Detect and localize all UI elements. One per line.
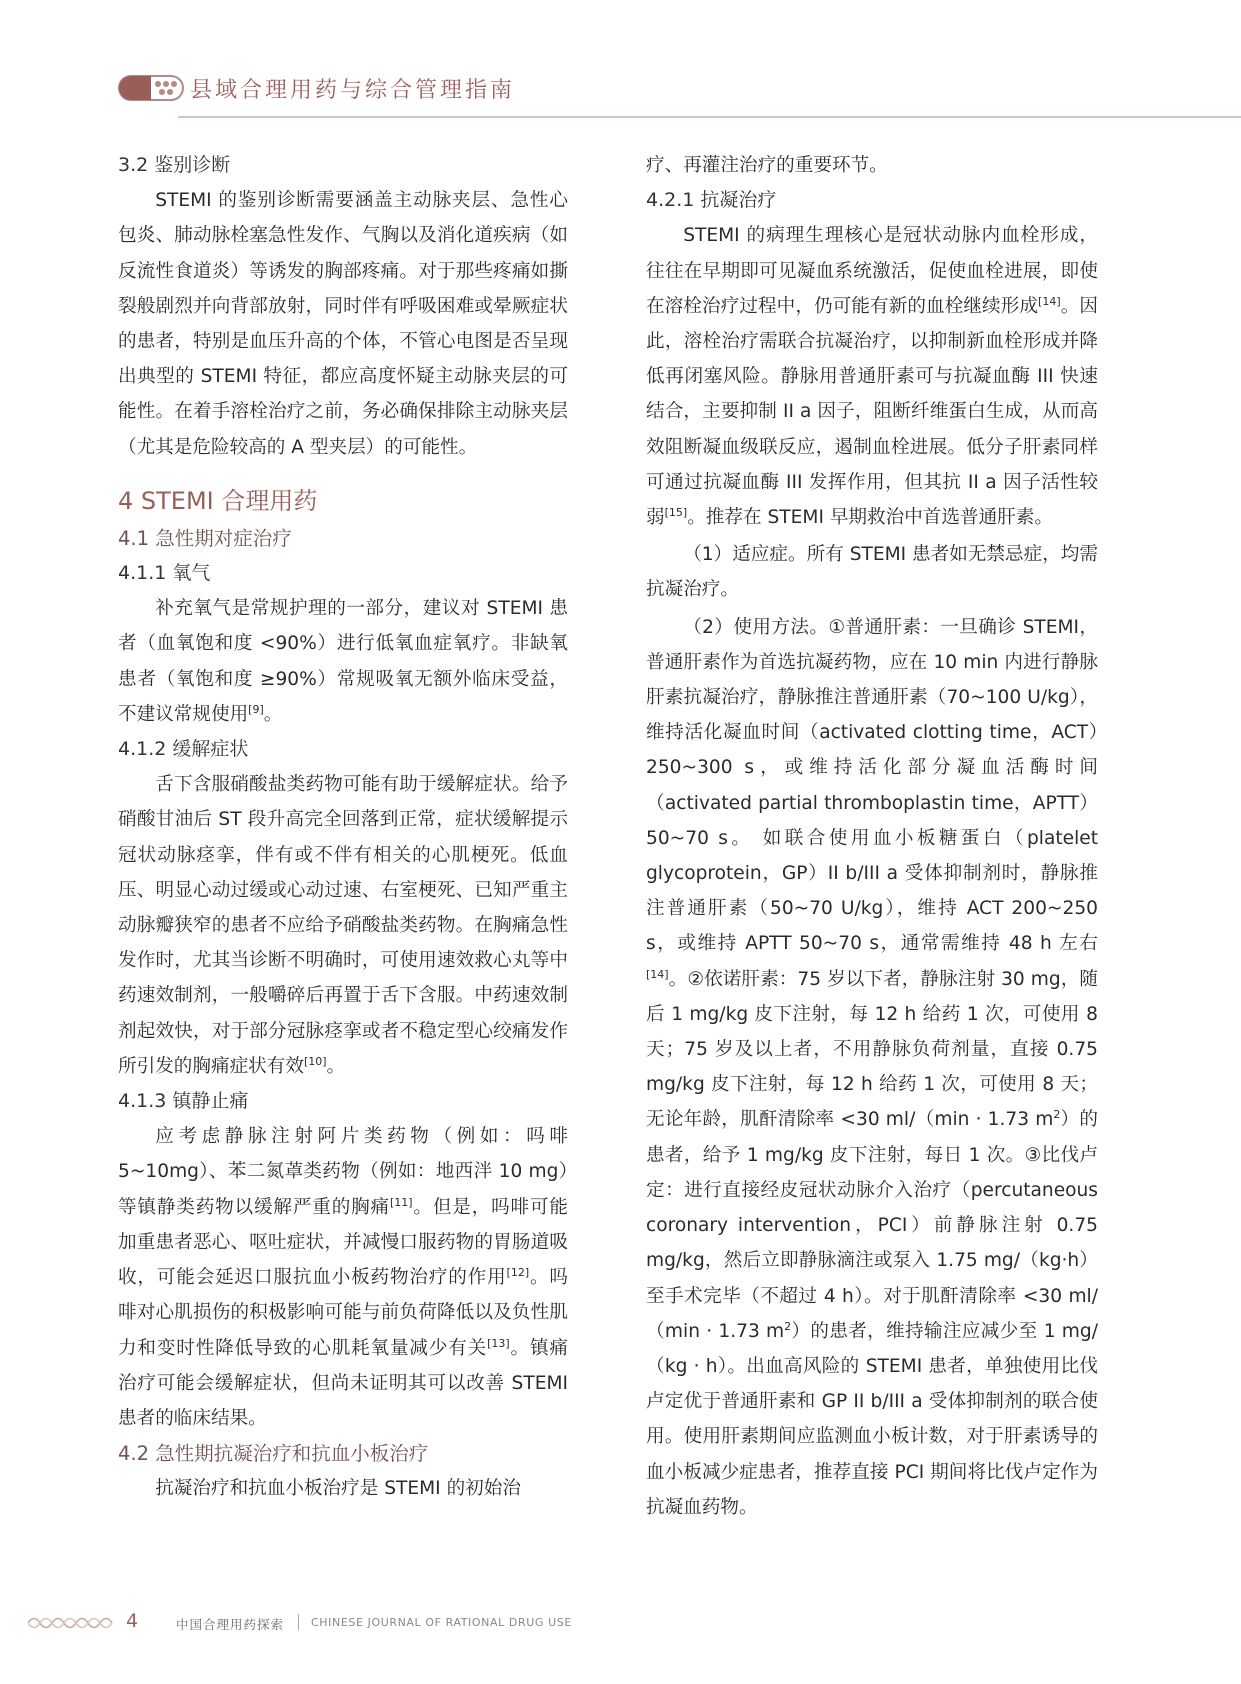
section-4-1-3-paragraph: 应考虑静脉注射阿片类药物（例如：吗啡 5~10mg）、苯二氮䓬类药物（例如：地西泮 10 mg）等镇静类药物以缓解严重的胸痛[11]。但是，吗啡可能加重患者恶心、呕吐症状，并减慢口服药物的胃肠道吸收，可能会延迟口服抗血小板药物治疗的作用[12]。吗啡对心肌损伤的积极影响可能与前负荷降低以及负性肌力和变时性降低导致的心肌耗氧量减少有关[13]。镇痛治疗可能会缓解症状，但尚未证明其可以改善 STEMI 患者的临床结果。: [118, 1126, 568, 1429]
page-number: 4: [126, 1610, 139, 1632]
superscript: 2: [784, 1319, 792, 1333]
section-4-heading: 4 STEMI 合理用药: [118, 486, 318, 515]
citation: [14]: [1038, 294, 1061, 308]
section-4-2-paragraph-end: 疗、再灌注治疗的重要环节。: [646, 155, 888, 176]
section-4-2-paragraph-start: 抗凝治疗和抗血小板治疗是 STEMI 的初始治: [155, 1478, 521, 1500]
right-column: [646, 148, 1098, 1525]
journal-name-en: CHINESE JOURNAL OF RATIONAL DRUG USE: [311, 1616, 572, 1629]
citation: [14]: [646, 967, 669, 981]
indication-paragraph: （1）适应症。所有 STEMI 患者如无禁忌症，均需抗凝治疗。: [646, 544, 1098, 601]
citation: [11]: [389, 1195, 413, 1209]
section-3-2-heading: 3.2 鉴别诊断: [118, 154, 231, 176]
superscript: 2: [1053, 1108, 1061, 1122]
section-4-2-heading: 4.2 急性期抗凝治疗和抗血小板治疗: [118, 1442, 429, 1466]
section-4-1-1-heading: 4.1.1 氧气: [118, 562, 211, 585]
section-3-2-paragraph: STEMI 的鉴别诊断需要涵盖主动脉夹层、急性心包炎、肺动脉栓塞急性发作、气胸以及消化道疾病（如反流性食道炎）等诱发的胸部疼痛。对于那些疼痛如撕裂般剧烈并向背部放射，同时伴有呼吸困难或晕厥症状的患者，特别是血压升高的个体，不管心电图是否呈现出典型的 STEMI 特征，都应高度怀疑主动脉夹层的可能性。在着手溶栓治疗之前，务必确保排除主动脉夹层（尤其是危险较高的 A 型夹层）的可能性。: [118, 190, 568, 458]
citation: [15]: [664, 506, 688, 520]
journal-logo-icon: [118, 74, 184, 102]
section-4-1-heading: 4.1 急性期对症治疗: [118, 526, 292, 550]
journal-name-cn: 中国合理用药探索: [176, 1617, 285, 1632]
header-title: 县域合理用药与综合管理指南: [190, 78, 516, 103]
left-column: [118, 148, 568, 1507]
section-4-2-1-heading: 4.2.1 抗凝治疗: [646, 189, 777, 212]
citation: [12]: [506, 1266, 530, 1280]
footer-divider: [298, 1614, 299, 1630]
usage-paragraph: （2）使用方法。①普通肝素：一旦确诊 STEMI，普通肝素作为首选抗凝药物，应在 10 min 内进行静脉肝素抗凝治疗，静脉推注普通肝素（70~100 U/kg），维持活化凝血时间（activated clotting time，ACT）250~300 s，或维持活化部分凝血活酶时间（activated partial thromboplastin time，APTT）50~70 s。 如联合使用血小板糖蛋白（platelet glycoprotein，GP）II b/III a 受体抑制剂时，静脉推注普通肝素（50~70 U/kg），维持 ACT 200~250 s，或维持 APTT 50~70 s，通常需维持 48 h 左右[14]。②依诺肝素：75 岁以下者，静脉注射 30 mg，随后 1 mg/kg 皮下注射，每 12 h 给药 1 次，可使用 8 天；75 岁及以上者，不用静脉负荷剂量，直接 0.75 mg/kg 皮下注射，每 12 h 给药 1 次，可使用 8 天；无论年龄，肌酐清除率 <30 ml/（min · 1.73 $m^2$）的患者，给予 1 mg/kg 皮下注射，每日 1 次。③比伐卢定：进行直接经皮冠状动脉介入治疗（percutaneous coronary intervention，PCI）前静脉注射 0.75 mg/kg，然后立即静脉滴注或泵入 1.75 mg/（kg·h）至手术完毕（不超过 4 h）。对于肌酐清除率 <30 ml/（min · 1.73 $m^2$）的患者，维持输注应减少至 1 mg/（kg · h）。出血高风险的 STEMI 患者，单独使用比伐卢定优于普通肝素和 GP II b/III a 受体抑制剂的联合使用。使用肝素期间应监测血小板计数，对于肝素诱导的血小板减少症患者，推荐直接 PCI 期间将比伐卢定作为抗凝血药物。: [646, 616, 1098, 1518]
page-header: [118, 64, 1241, 119]
page-footer: [28, 1610, 1188, 1640]
section-4-1-3-heading: 4.1.3 镇静止痛: [118, 1090, 249, 1113]
citation: [10]: [303, 1054, 327, 1068]
header-rule: [178, 116, 1241, 118]
section-4-1-1-paragraph: 补充氧气是常规护理的一部分，建议对 STEMI 患者（血氧饱和度 <90%）进行低氧血症氧疗。非缺氧患者（氧饱和度 ≥90%）常规吸氧无额外临床受益，不建议常规使用[9]。: [118, 598, 568, 725]
section-4-1-2-paragraph: 舌下含服硝酸盐类药物可能有助于缓解症状。给予硝酸甘油后 ST 段升高完全回落到正常，症状缓解提示冠状动脉痉挛，伴有或不伴有相关的心肌梗死。低血压、明显心动过缓或心动过速、右室梗死、已知严重主动脉瓣狭窄的患者不应给予硝酸盐类药物。在胸痛急性发作时，尤其当诊断不明确时，可使用速效救心丸等中药速效制剂，一般嚼碎后再置于舌下含服。中药速效制剂起效快，对于部分冠脉痉挛或者不稳定型心绞痛发作所引发的胸痛症状有效[10]。: [118, 774, 568, 1077]
citation: [9]: [248, 702, 264, 716]
citation: [13]: [487, 1336, 510, 1350]
section-4-2-1-paragraph: STEMI 的病理生理核心是冠状动脉内血栓形成，往往在早期即可见凝血系统激活，促使血栓进展，即使在溶栓治疗过程中，仍可能有新的血栓继续形成[14]。因此，溶栓治疗需联合抗凝治疗，以抑制新血栓形成并降低再闭塞风险。静脉用普通肝素可与抗凝血酶 III 快速结合，主要抑制 II a 因子，阻断纤维蛋白生成，从而高效阻断凝血级联反应，遏制血栓进展。低分子肝素同样可通过抗凝血酶 III 发挥作用，但其抗 II a 因子活性较弱[15]。推荐在 STEMI 早期救治中首选普通肝素。: [646, 225, 1099, 529]
dna-wave-icon: [28, 1614, 120, 1632]
section-4-1-2-heading: 4.1.2 缓解症状: [118, 738, 249, 761]
